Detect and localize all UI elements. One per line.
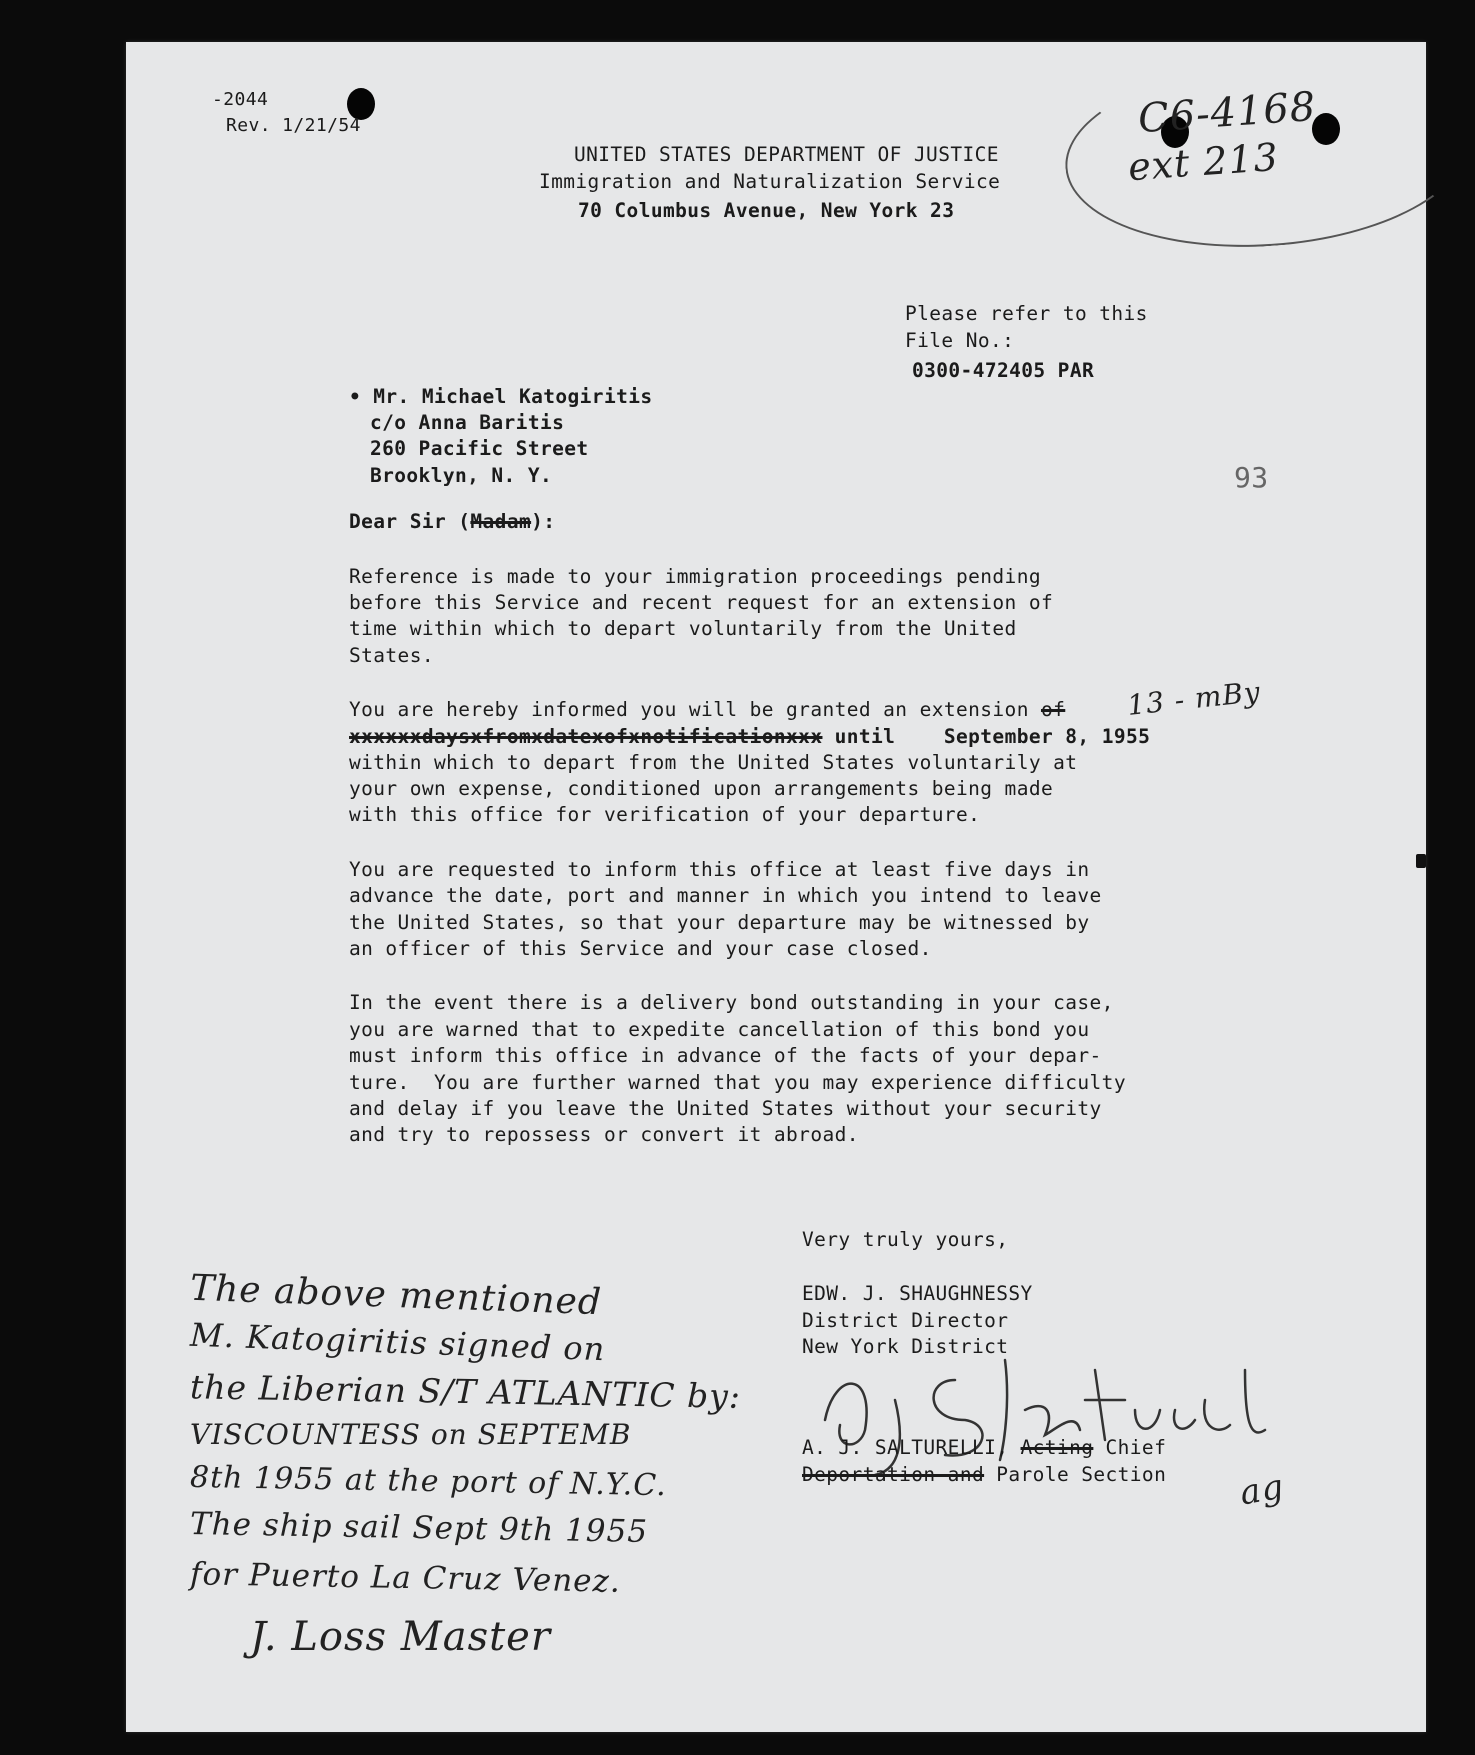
p1-line: States. (349, 644, 434, 667)
note-line: VISCOUNTESS on SEPTEMB (190, 1418, 632, 1451)
note-line: 8th 1955 at the port of N.Y.C. (189, 1459, 667, 1504)
signer-name: A. J. SALTURELLI, Acting Chief (802, 1436, 1167, 1459)
reference-line2: File No.: (905, 329, 1015, 352)
letterhead-department: UNITED STATES DEPARTMENT OF JUSTICE (574, 143, 999, 166)
p4-line: and try to repossess or convert it abroad. (349, 1123, 859, 1146)
letterhead-service: Immigration and Naturalization Service (539, 170, 1001, 193)
addressee-name: • Mr. Michael Katogiritis (349, 385, 653, 408)
file-number: 0300-472405 PAR (912, 359, 1095, 382)
director-district: New York District (802, 1335, 1009, 1358)
master-signature: J. Loss Master (250, 1614, 551, 1660)
p4-line: In the event there is a delivery bond outstanding in your case, (349, 991, 1114, 1014)
p1-line: before this Service and recent request for an extension of (349, 591, 1054, 614)
p3-line: an officer of this Service and your case closed. (349, 937, 932, 960)
note-line: The ship sail Sept 9th 1955 (189, 1506, 649, 1550)
p2-line: your own expense, conditioned upon arrangements being made (349, 777, 1054, 800)
p3-line: the United States, so that your departure may be witnessed by (349, 911, 1090, 934)
p1-line: Reference is made to your immigration proceedings pending (349, 565, 1041, 588)
p4-line: you are warned that to expedite cancellation of this bond you (349, 1018, 1090, 1041)
p2-line: You are hereby informed you will be granted an extension of (349, 698, 1066, 721)
addressee-street: 260 Pacific Street (370, 437, 589, 460)
letterhead-address: 70 Columbus Avenue, New York 23 (578, 199, 955, 222)
note-line: M. Katogiritis signed on (189, 1315, 606, 1369)
director-title: District Director (802, 1309, 1009, 1332)
side-number: 93 (1234, 461, 1269, 494)
reference-line1: Please refer to this (905, 302, 1148, 325)
signer-section: Deportation and Parole Section (802, 1463, 1167, 1486)
p3-line: advance the date, port and manner in which you intend to leave (349, 884, 1102, 907)
corner-note-ext: ext 213 (1126, 134, 1281, 190)
note-line: the Liberian S/T ATLANTIC by: (189, 1367, 742, 1416)
director-name: EDW. J. SHAUGHNESSY (802, 1282, 1033, 1305)
p4-line: and delay if you leave the United States without your security (349, 1097, 1102, 1120)
p4-line: ture. You are further warned that you may experience difficulty (349, 1071, 1126, 1094)
p3-line: You are requested to inform this office at least five days in (349, 858, 1090, 881)
addressee-care-of: c/o Anna Baritis (370, 411, 565, 434)
form-number: -2044 (212, 89, 269, 110)
form-revision: Rev. 1/21/54 (226, 115, 361, 136)
note-line: for Puerto La Cruz Venez. (189, 1556, 622, 1600)
edge-mark (1416, 854, 1426, 868)
p2-line: with this office for verification of your departure. (349, 803, 981, 826)
signer-initials: ag (1236, 1466, 1288, 1514)
addressee-city: Brooklyn, N. Y. (370, 464, 553, 487)
salutation: Dear Sir (Madam): (349, 510, 556, 533)
p2-line: xxxxxxdaysxfromxdatexofxnotificationxxx until September 8, 1955 (349, 725, 1151, 748)
p2-handwritten-annotation: 13 - mBy (1125, 675, 1263, 722)
p2-line: within which to depart from the United States voluntarily at (349, 751, 1078, 774)
valediction: Very truly yours, (802, 1228, 1009, 1251)
note-line: The above mentioned (189, 1267, 603, 1324)
corner-note-file: C6-4168 (1136, 83, 1318, 143)
p1-line: time within which to depart voluntarily from the United (349, 617, 1017, 640)
p4-line: must inform this office in advance of the facts of your depar- (349, 1044, 1102, 1067)
